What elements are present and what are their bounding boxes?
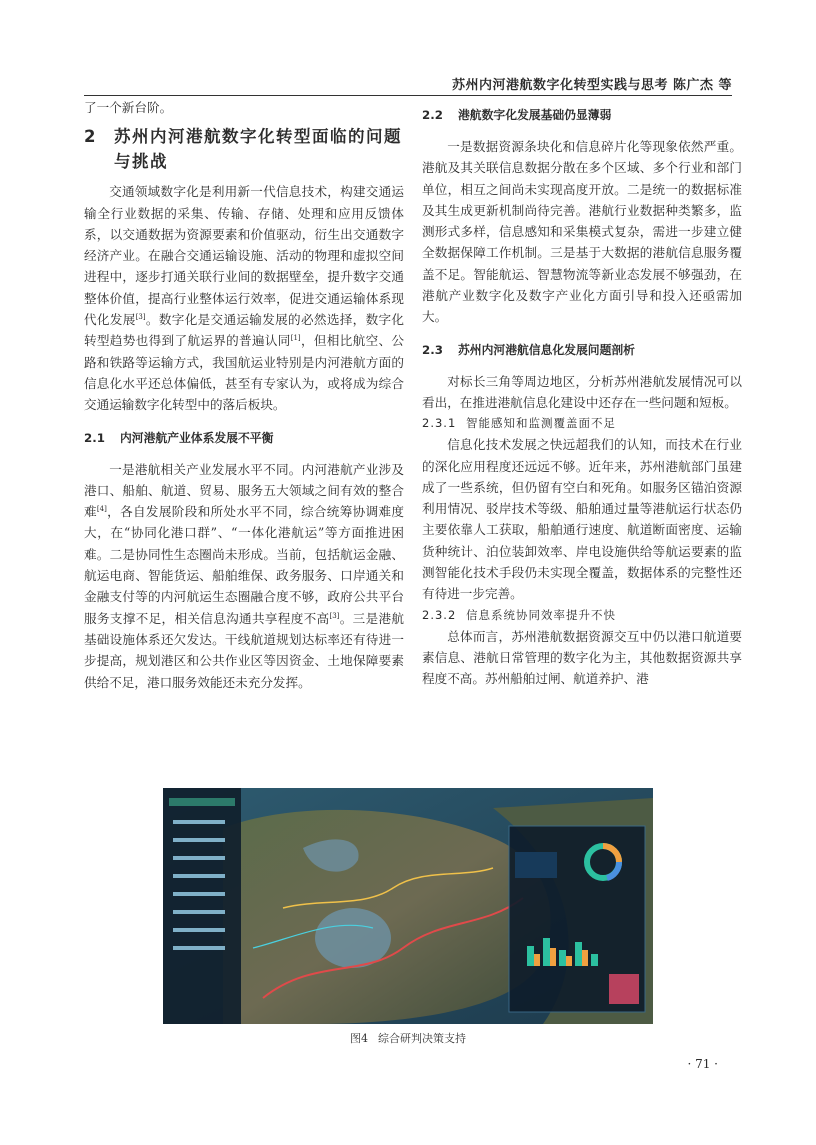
text-run: 。数字化是交通运输发展的必然选择，数字化转型趋势也得到了航运界的普遍认同 [84,312,405,349]
paragraph-2-3-2: 总体而言，苏州港航数据资源交互中仍以港口航道要素信息、港航日常管理的数字化为主，其他数据资源共享程度不高。苏州船舶过闸、航道养护、港 [422,628,742,687]
citation: [3] [329,611,340,620]
subsection-2-2-heading [422,106,742,124]
subsubsection-title: 智能感知和监测覆盖面不足 [466,416,616,431]
text-run: 。三是港航基础设施体系还欠发达。干线航道规划达标率还有待进一步提高，规划港区和公共作业区等因资金、土地保障要素供给不足，港口服务效能还未充分发挥。 [84,610,405,690]
paragraph-2-1 [84,459,404,693]
section-2-heading [84,124,404,174]
paragraph-2-2: 一是数据资源条块化和信息碎片化等现象依然严重。港航及其关联信息数据分散在多个区域、多个行业和部门单位，相互之间尚未实现高度开放。二是统一的数据标准及其生成更新机制尚待完善。港航行业数据种类繁多，监测形式多样，信息感知和采集模式复杂，需进一步建立健全数据保障工作机制。三是基于大数据的港航信息服务覆盖不足。智能航运、智慧物流等新业态发展不够强劲，在港航产业数字化及数字产业化方面引导和投入还亟需加大。 [422,139,742,325]
section-title: 苏州内河港航数字化转型面临的问题与挑战 [114,127,402,172]
subsection-title: 港航数字化发展基础仍显薄弱 [458,108,612,122]
subsubsection-2-3-1-heading [422,413,742,434]
citation: [1] [290,334,301,343]
paragraph-2-3-1: 信息化技术发展之快远超我们的认知，而技术在行业的深化应用程度还远远不够。近年来，苏州港航部门虽建成了一些系统，但仍留有空白和死角。如服务区锚泊资源利用情况、驳岸技术等级、船舶通过量等港航运行状态仍主要依靠人工获取，船舶通行速度、航道断面密度、运输货种统计、泊位装卸效率、岸电设施供给等航运要素的监测智能化技术手段仍未实现全覆盖，数据体系的完整性还有待进一步完善。 [422,437,742,602]
subsection-number: 2.3 [422,342,443,357]
left-column [84,97,404,693]
figure-number: 图4 [350,1032,368,1045]
dashboard-illustration [163,788,653,1024]
subsection-2-1-heading [84,429,404,447]
subsection-number: 2.1 [84,430,105,445]
subsection-title: 内河港航产业体系发展不平衡 [120,430,274,445]
text-run: ，但相比航空、公路和铁路等运输方式，我国航运业特别是内河港航方面的信息化水平还总体偏低，甚至有专家认为，或将成为综合交通运输数字化转型中的落后板块。 [84,333,404,413]
figure-caption-text: 综合研判决策支持 [378,1032,466,1045]
subsubsection-number: 2.3.2 [422,607,457,622]
text-run: 交通领域数字化是利用新一代信息技术，构建交通运输全行业数据的采集、传输、存储、处理和应用反馈体系，以交通数据为资源要素和价值驱动，衍生出交通数字经济产业。在融合交通运输设施、活动的物理和虚拟空间进程中，逐步打通关联行业间的数据壁垒，提升数字交通整体价值，提高行业整体运行效率，促进交通运输体系现代化发展 [84,184,404,328]
page-number: · 71 · [687,1057,718,1071]
paragraph-continuation: 了一个新台阶。 [84,100,173,115]
figure-caption [0,1030,816,1046]
paragraph-intro [84,181,404,415]
running-head: 苏州内河港航数字化转型实践与思考 陈广杰 等 [451,78,732,93]
right-column [422,97,742,690]
subsubsection-2-3-2-heading [422,605,742,626]
subsubsection-number: 2.3.1 [422,416,457,431]
header-rule [84,95,732,96]
text-run: 一是港航相关产业发展水平不同。内河港航产业涉及港口、船舶、航道、贸易、服务五大领域之间有效的整合难 [84,461,404,520]
citation: [4] [96,504,107,513]
citation: [3] [135,312,146,321]
subsection-title: 苏州内河港航信息化发展问题剖析 [458,342,635,357]
subsubsection-title: 信息系统协同效率提升不快 [466,607,616,622]
figure-dashboard-image [163,788,653,1024]
subsection-2-3-heading [422,341,742,359]
section-number: 2 [84,127,96,147]
subsection-number: 2.2 [422,108,443,122]
text-run: ，各自发展阶段和所处水平不同，综合统筹协调难度大，在“协同化港口群”、“一体化港航运”等方面推进困难。二是协同性生态圈尚未形成。当前，包括航运金融、航运电商、智能货运、船舶维保、政务服务、口岸通关和金融支付等的内河航运生态圈融合度不够，政府公共平台服务支撑不足，相关信息沟通共享程度不高 [84,504,405,626]
paragraph-2-3: 对标长三角等周边地区，分析苏州港航发展情况可以看出，在推进港航信息化建设中还存在一些问题和短板。 [422,373,742,410]
